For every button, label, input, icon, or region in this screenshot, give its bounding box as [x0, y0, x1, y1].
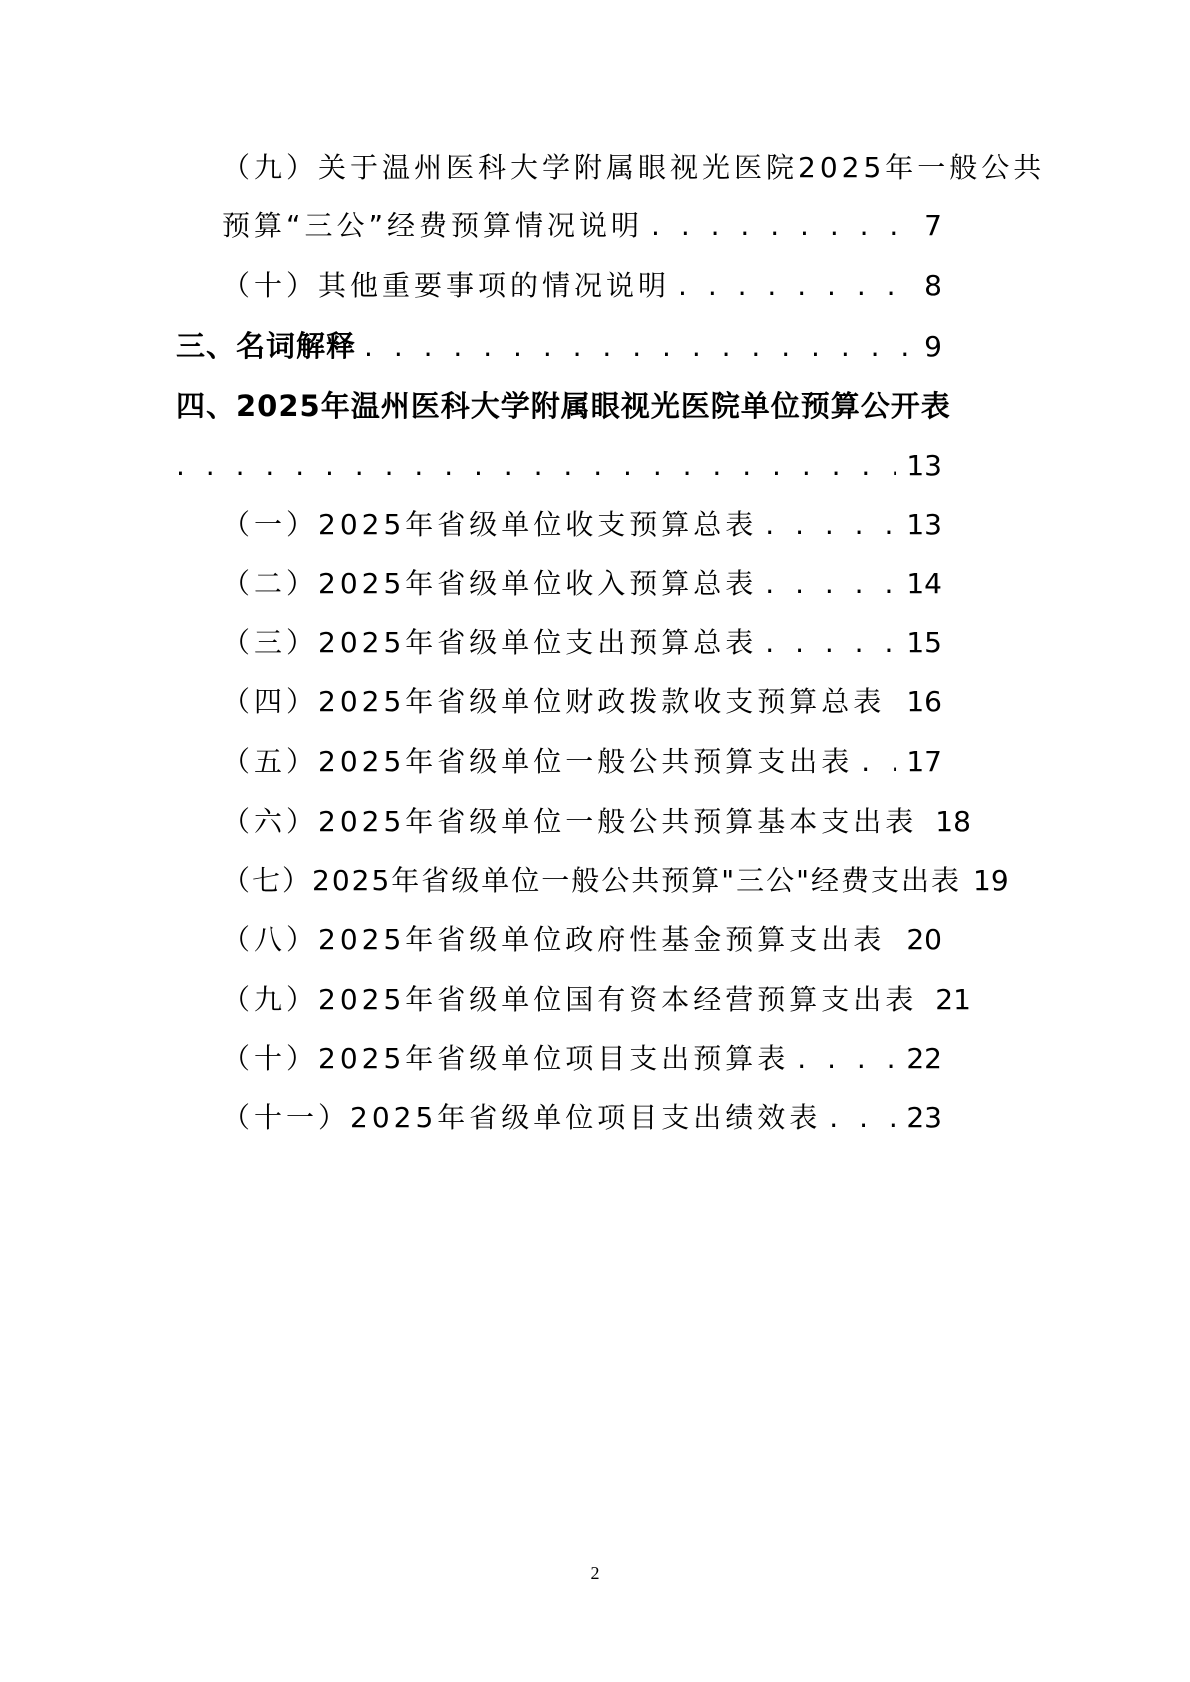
toc-item-label: （四）2025年省级单位财政拨款收支预算总表	[222, 685, 886, 718]
toc-table-3[interactable]	[222, 623, 942, 663]
toc-leader-dots	[829, 1098, 896, 1138]
toc-page-number: 15	[906, 626, 942, 659]
toc-section-3[interactable]	[176, 326, 942, 366]
toc-item-label: （十）2025年省级单位项目支出预算表	[222, 1042, 790, 1075]
toc-table-8[interactable]	[222, 920, 942, 960]
toc-page-number: 20	[906, 923, 942, 956]
toc-leader-dots	[797, 1039, 896, 1079]
toc-page-number: 21	[935, 983, 971, 1016]
toc-page-number: 13	[906, 449, 942, 482]
toc-leader-dots	[651, 206, 914, 246]
toc-table-2[interactable]	[222, 564, 942, 604]
toc-page-number: 9	[924, 330, 942, 363]
toc-table-5[interactable]	[222, 742, 942, 782]
toc-page-number: 14	[906, 567, 942, 600]
toc-page-number: 13	[906, 508, 942, 541]
toc-leader-dots	[893, 920, 896, 960]
toc-leader-dots	[861, 742, 896, 782]
toc-section-label: 三、名词解释	[176, 329, 357, 363]
toc-item-10[interactable]	[222, 266, 942, 306]
toc-item-label: （九）关于温州医科大学附属眼视光医院2025年一般公共	[222, 151, 1046, 184]
toc-page-number: 18	[935, 805, 971, 838]
page-number: 2	[590, 1563, 600, 1583]
toc-table-11[interactable]	[222, 1098, 942, 1138]
toc-page-number: 19	[973, 864, 1009, 897]
toc-item-label: （一）2025年省级单位收支预算总表	[222, 508, 758, 541]
toc-item-label: （七）2025年省级单位一般公共预算"三公"经费支出表	[222, 864, 962, 897]
toc-section-4-line2[interactable]	[176, 446, 942, 486]
toc-page-number: 7	[924, 209, 942, 242]
toc-item-label: （五）2025年省级单位一般公共预算支出表	[222, 745, 854, 778]
toc-item-9-line1[interactable]	[222, 148, 1046, 188]
toc-page-number: 8	[924, 269, 942, 302]
toc-item-9-line2[interactable]	[222, 206, 942, 246]
toc-page-number: 22	[906, 1042, 942, 1075]
toc-page-number: 17	[906, 745, 942, 778]
toc-page-number: 23	[906, 1101, 942, 1134]
toc-leader-dots	[765, 623, 896, 663]
toc-item-label: （六）2025年省级单位一般公共预算基本支出表	[222, 805, 918, 838]
toc-table-4[interactable]	[222, 682, 942, 722]
toc-table-10[interactable]	[222, 1039, 942, 1079]
toc-item-label: （八）2025年省级单位政府性基金预算支出表	[222, 923, 886, 956]
toc-leader-dots	[765, 505, 896, 545]
toc-item-label: （二）2025年省级单位收入预算总表	[222, 567, 758, 600]
toc-item-label: （九）2025年省级单位国有资本经营预算支出表	[222, 983, 918, 1016]
toc-item-label: （十一）2025年省级单位项目支出绩效表	[222, 1101, 822, 1134]
toc-leader-dots	[176, 446, 896, 486]
toc-leader-dots	[364, 327, 914, 367]
toc-table-1[interactable]	[222, 505, 942, 545]
toc-section-4-line1[interactable]	[176, 386, 951, 426]
toc-leader-dots	[678, 266, 914, 306]
toc-table-7[interactable]	[222, 861, 1009, 901]
toc-leader-dots	[765, 564, 896, 604]
toc-leader-dots	[893, 682, 896, 722]
toc-item-label: 预算“三公”经费预算情况说明	[222, 209, 644, 242]
toc-table-6[interactable]	[222, 802, 971, 842]
toc-item-label: （十）其他重要事项的情况说明	[222, 269, 671, 302]
toc-table-9[interactable]	[222, 980, 971, 1020]
toc-item-label: （三）2025年省级单位支出预算总表	[222, 626, 758, 659]
toc-page-number: 16	[906, 685, 942, 718]
toc-section-label: 四、2025年温州医科大学附属眼视光医院单位预算公开表	[176, 389, 951, 423]
